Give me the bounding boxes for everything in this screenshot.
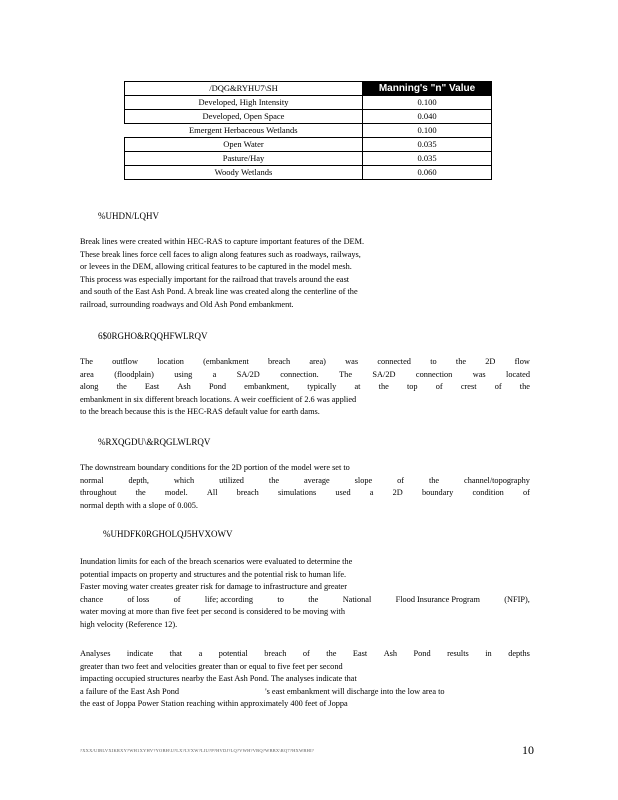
text-line: Faster moving water creates greater risk for damage to infrastructure and greater xyxy=(80,582,347,592)
word: throughout xyxy=(80,488,117,498)
land-cover-cell: Pasture/Hay xyxy=(125,152,363,166)
section-heading-boundary: %RXQGDU\&RQGLWLRQV xyxy=(98,437,211,447)
word: Flood Insurance Program xyxy=(395,594,480,604)
word: boundary xyxy=(421,488,454,498)
table-row xyxy=(125,152,492,166)
word: depth, xyxy=(128,475,149,485)
word: that xyxy=(169,649,183,658)
word: the xyxy=(428,475,440,485)
n-value-cell: 0.035 xyxy=(363,152,492,166)
mannings-table xyxy=(124,81,492,180)
word: breach xyxy=(236,488,259,498)
word: was xyxy=(472,369,486,379)
n-value-cell: 0.100 xyxy=(363,96,492,110)
word: (floodplain) xyxy=(114,369,154,379)
n-value-cell: 0.060 xyxy=(363,166,492,180)
word: area) xyxy=(309,357,326,366)
section-heading-results: %UHDFK0RGHOLQJ5HVXOWV xyxy=(103,529,233,539)
n-value-cell: 0.035 xyxy=(363,138,492,152)
text-line: impacting occupied structures nearby the East Ash Pond. The analyses indicate that xyxy=(80,674,357,684)
word: of xyxy=(302,649,310,658)
land-cover-cell: Open Water xyxy=(125,138,363,152)
word: top xyxy=(406,382,418,392)
word: at xyxy=(354,382,361,392)
text-line: The downstream boundary conditions for the 2D portion of the model were set to xyxy=(80,463,350,472)
word: the xyxy=(326,649,337,658)
word: 2D xyxy=(485,357,496,366)
text-line: or levees in the DEM, allowing critical features to be captured in the model mesh. xyxy=(80,262,352,272)
text-line: potential impacts on property and structures and the potential risk to human life. xyxy=(80,569,347,579)
word: Analyses xyxy=(80,649,111,658)
word: All xyxy=(206,488,218,498)
word: depths xyxy=(508,649,530,658)
word: results xyxy=(447,649,469,658)
word: average xyxy=(303,475,330,485)
text-line: water moving at more than five feet per second is considered to be moving with xyxy=(80,607,345,617)
word: SA/2D xyxy=(236,369,260,379)
text-line: high velocity (Reference 12). xyxy=(80,619,178,629)
table-header-row xyxy=(125,82,492,96)
word: crest xyxy=(460,382,477,392)
text-line: normal depth with a slope of 0.005. xyxy=(80,500,198,510)
word: the xyxy=(519,382,530,392)
boundary-paragraph xyxy=(80,462,530,512)
section-heading-connections: 6$0RGHO&RQQHFWLRQV xyxy=(98,331,208,341)
n-value-cell: 0.040 xyxy=(363,110,492,124)
table-row xyxy=(125,166,492,180)
word: of xyxy=(494,382,502,392)
word: a xyxy=(212,369,217,379)
word: Pond xyxy=(208,382,226,392)
text-line: Inundation limits for each of the breach scenarios were evaluated to determine the xyxy=(80,557,353,566)
table-row xyxy=(125,110,492,124)
word: location xyxy=(157,357,184,366)
word: Ash xyxy=(177,382,191,392)
word: flow xyxy=(514,357,530,366)
word: the xyxy=(308,594,319,604)
table-row xyxy=(125,138,492,152)
text-line: embankment in six different breach locations. A weir coefficient of 2.6 was applied xyxy=(80,394,357,404)
n-value-cell: 0.100 xyxy=(363,124,492,138)
word: Ash xyxy=(383,649,398,658)
page-number: 10 xyxy=(522,743,534,757)
word: to xyxy=(430,357,437,366)
word: Pond xyxy=(413,649,431,658)
word: slope xyxy=(354,475,373,485)
justified-line xyxy=(80,369,530,382)
word: channel/topography xyxy=(464,475,530,485)
text-line: and south of the East Ash Pond. A break line was created along the centerline of the xyxy=(80,287,358,297)
word: in xyxy=(485,649,492,658)
land-cover-header: /DQG&RYHU7\SH xyxy=(125,82,363,96)
word: The xyxy=(339,369,353,379)
word: of xyxy=(435,382,443,392)
word: potential xyxy=(218,649,248,658)
word: (embankment xyxy=(203,357,249,366)
justified-line xyxy=(80,356,530,369)
land-cover-cell: Developed, Open Space xyxy=(125,110,363,124)
word: simulations xyxy=(277,488,317,498)
word: (NFIP), xyxy=(504,594,530,604)
word: connected xyxy=(377,357,411,366)
word: a xyxy=(369,488,374,498)
word: chance xyxy=(80,594,104,604)
word: condition xyxy=(472,488,504,498)
word: breach xyxy=(264,649,287,658)
word: embankment, xyxy=(244,382,290,392)
word: of xyxy=(173,594,181,604)
word: was xyxy=(345,357,359,366)
word: East xyxy=(144,382,160,392)
word: SA/2D xyxy=(372,369,396,379)
word: which xyxy=(173,475,195,485)
word: the xyxy=(268,475,280,485)
justified-line xyxy=(80,487,530,500)
word: breach xyxy=(268,357,291,366)
text-fragment: a failure of the East Ash Pond xyxy=(80,686,180,696)
word: National xyxy=(342,594,372,604)
text-line: These break lines force cell faces to align along features such as roadways, railways, xyxy=(80,249,361,259)
text-line: the east of Joppa Power Station reaching within approximately 400 feet of Joppa xyxy=(80,699,348,709)
table-row xyxy=(125,96,492,110)
word: normal xyxy=(80,475,104,485)
justified-line xyxy=(80,381,530,394)
word: the xyxy=(455,357,467,366)
word: the xyxy=(378,382,389,392)
word: area xyxy=(80,369,94,379)
text-fragment: 's east embankment will discharge into the low area to xyxy=(265,686,445,696)
word: the xyxy=(116,382,127,392)
word: to xyxy=(277,594,284,604)
word: using xyxy=(174,369,193,379)
word: typically xyxy=(307,382,337,392)
word: connection. xyxy=(280,369,319,379)
results-paragraph-2 xyxy=(80,648,530,711)
word: utilized xyxy=(219,475,244,485)
justified-line xyxy=(80,475,530,488)
word: along xyxy=(80,382,99,392)
text-line: Break lines were created within HEC-RAS to capture important features of the DEM. xyxy=(80,237,365,246)
text-line-failure xyxy=(80,686,530,699)
results-paragraph-1 xyxy=(80,556,530,632)
word: of xyxy=(522,488,530,498)
justified-line xyxy=(80,594,530,607)
land-cover-cell: Emergent Herbaceous Wetlands xyxy=(125,124,363,138)
word: of loss xyxy=(127,594,150,604)
word: 2D xyxy=(392,488,403,498)
word: located xyxy=(506,369,530,379)
text-line: railroad, surrounding roadways and Old Ash Pond embankment. xyxy=(80,299,294,309)
land-cover-cell: Woody Wetlands xyxy=(125,166,363,180)
mannings-n-header: Manning's "n" Value xyxy=(363,82,492,96)
land-cover-cell: Developed, High Intensity xyxy=(125,96,363,110)
section-heading-breaklines: %UHDN/LQHV xyxy=(98,211,159,221)
word: used xyxy=(335,488,351,498)
word: a xyxy=(198,649,203,658)
text-line: to the breach because this is the HEC-RAS default value for earth dams. xyxy=(80,407,320,417)
word: life; according xyxy=(204,594,254,604)
word: outflow xyxy=(112,357,138,366)
word: The xyxy=(80,357,93,366)
word: East xyxy=(352,649,368,658)
word: model. xyxy=(164,488,188,498)
word: indicate xyxy=(126,649,154,658)
text-line: greater than two feet and velocities greater than or equal to five feet per second xyxy=(80,661,343,671)
justified-line xyxy=(80,648,530,661)
text-line: This process was especially important for the railroad that travels around the east xyxy=(80,274,350,284)
breaklines-paragraph xyxy=(80,236,530,312)
connections-paragraph xyxy=(80,356,530,419)
word: the xyxy=(135,488,146,498)
table-row xyxy=(125,124,492,138)
word: of xyxy=(397,475,405,485)
word: connection xyxy=(415,369,453,379)
footer-note: ?XXX/UIBLVXIKRXY?WH1XYHV?YOBH\U?LX?LVXW?LIU?P?HVDJ?LQ?VWH?VBQ?WBBX\RQ7?HXWBHI? xyxy=(80,748,314,753)
